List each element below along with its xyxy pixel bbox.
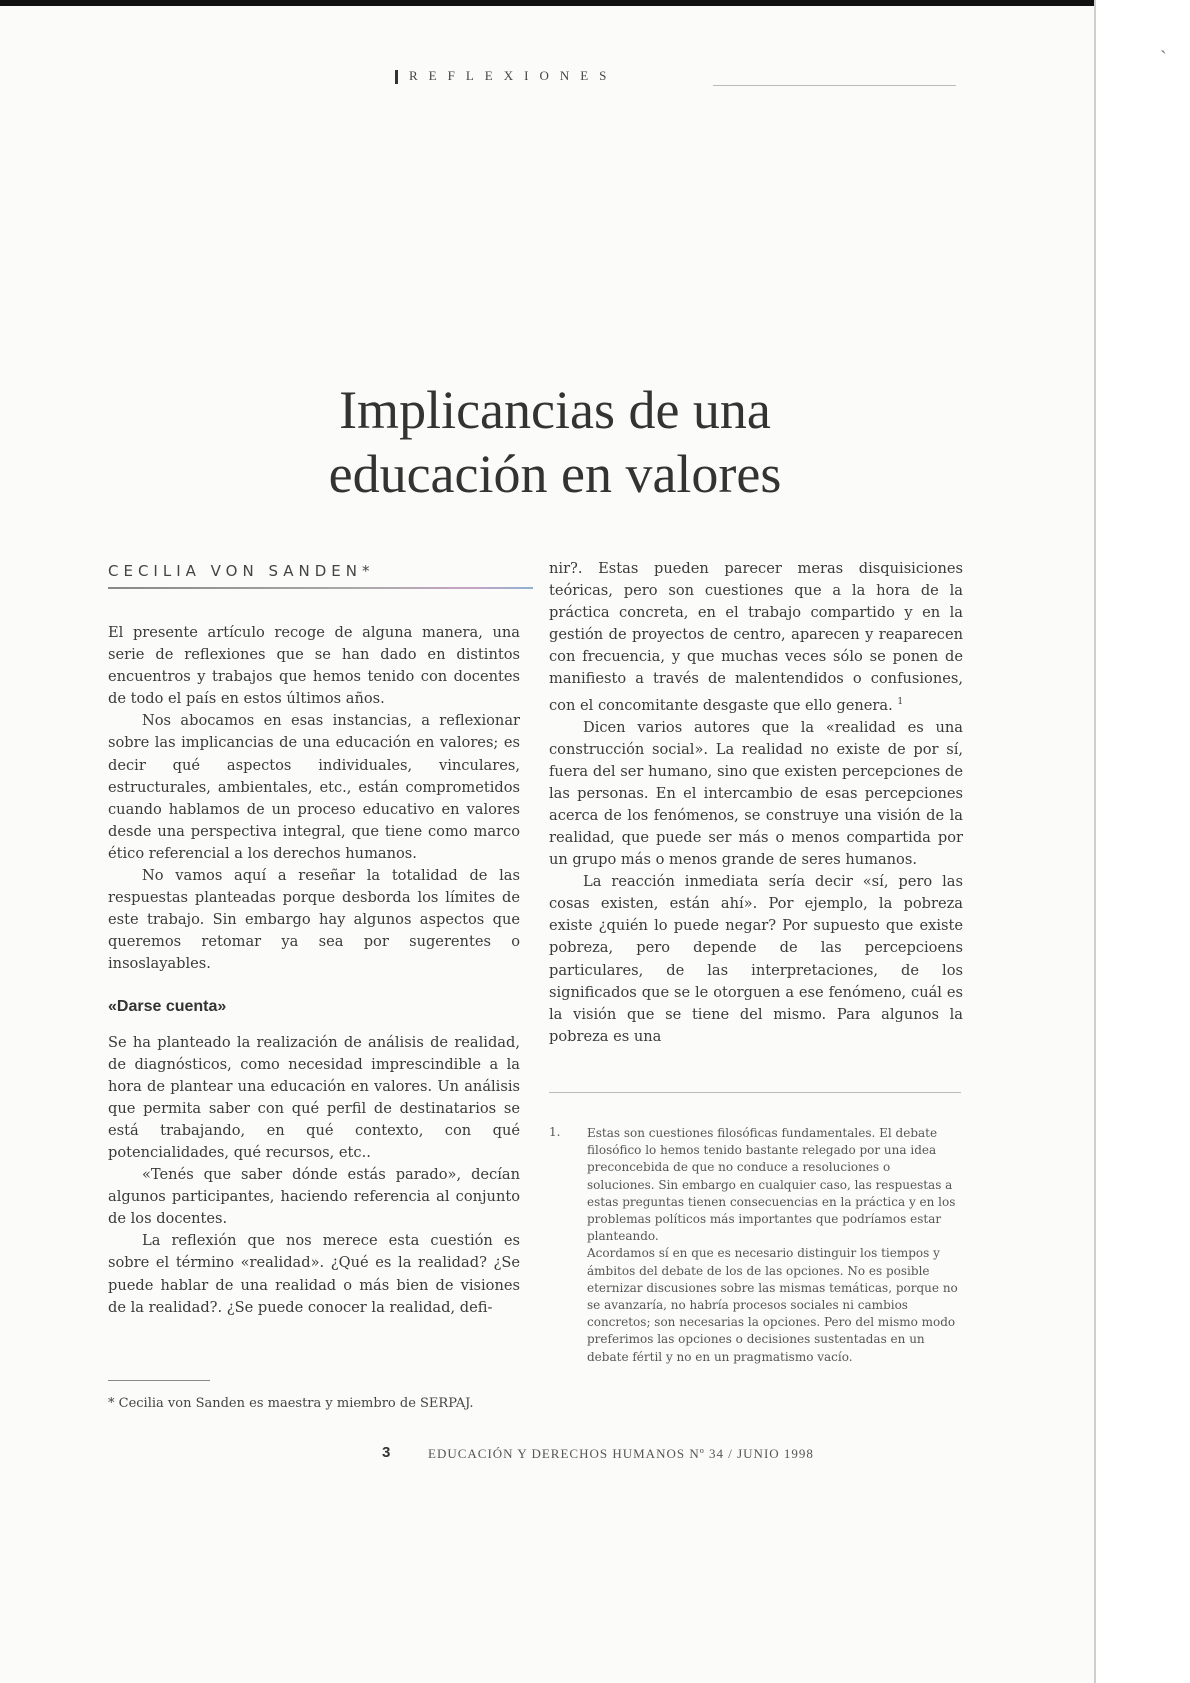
article-title <box>250 378 860 506</box>
author-note-rule <box>108 1380 210 1381</box>
author-rule <box>108 587 533 589</box>
section-bar <box>395 70 398 84</box>
section-header <box>395 68 960 90</box>
paragraph: Nos abocamos en esas instancias, a reflexionar sobre las implicancias de una educación en valores; es decir qué aspectos individuales, vinculares, estructurales, ambientales, etc., están comprometidos cuando hablamos de un proceso educativo en valores desde una perspectiva integral, que tiene como marco ético referencial a los derechos humanos. <box>108 712 520 862</box>
subheading: «Darse cuenta» <box>108 997 227 1015</box>
paragraph-text: nir?. Estas pueden parecer meras disquisiciones teóricas, pero son cuestiones que a la hora de la práctica concreta, en el trabajo compartido y en la gestión de proyectos de centro, aparecen y reaparecen con frecuencia, y que muchas veces sólo se ponen de manifiesto a través de malentendidos o confusiones, con el concomitante desgaste que ello genera. <box>549 560 963 714</box>
scan-mark: ˎ <box>1160 30 1167 54</box>
paragraph <box>549 558 963 717</box>
page-number: 3 <box>382 1444 391 1461</box>
right-column <box>549 558 963 1048</box>
title-line-1: Implicancias de una <box>339 380 771 440</box>
footnote-1 <box>549 1125 961 1366</box>
section-rule <box>713 85 956 86</box>
paragraph: Dicen varios autores que la «realidad es una construcción social». La realidad no existe de por sí, fuera del ser humano, sino que existen percepciones de las personas. En el intercambio de esas percepciones acerca de los fenómenos, se construye una visión de la realidad, que puede ser más o menos compartida por un grupo más o menos grande de seres humanos. <box>549 718 963 869</box>
scan-top-edge <box>0 0 1094 6</box>
author-footnote: * Cecilia von Sanden es maestra y miembro de SERPAJ. <box>108 1396 474 1411</box>
section-label: REFLEXIONES <box>409 68 618 83</box>
paragraph: El presente artículo recoge de alguna manera, una serie de reflexiones que se han dado en distintos encuentros y trabajos que hemos tenido con docentes de todo el país en estos últimos años. <box>108 624 520 708</box>
paragraph: La reacción inmediata sería decir «sí, pero las cosas existen, están ahí». Por ejemplo, la pobreza existe ¿quién lo puede negar? Por supuesto que existe pobreza, pero depende de las percepcioens particulares, de las interpretaciones, de los significados que se le otorguen a ese fenómeno, cuál es la visión que se tiene del mismo. Para algunos la pobreza es una <box>549 873 963 1045</box>
footnote-rule <box>549 1092 961 1093</box>
journal-footer: EDUCACIÓN Y DERECHOS HUMANOS Nº 34 / JUNIO 1998 <box>428 1446 814 1461</box>
footnote-reference: 1 <box>897 696 904 707</box>
paragraph: La reflexión que nos merece esta cuestión es sobre el término «realidad». ¿Qué es la realidad? ¿Se puede hablar de una realidad o más bien de visiones de la realidad?. ¿Se puede conocer la realidad, defi- <box>108 1232 520 1316</box>
title-line-2: educación en valores <box>328 444 782 504</box>
paragraph: No vamos aquí a reseñar la totalidad de las respuestas planteadas porque desborda los límites de este trabajo. Sin embargo hay algunos aspectos que queremos retomar ya sea por sugerentes o insoslayables. <box>108 867 520 973</box>
left-column <box>108 622 520 1319</box>
paragraph: Se ha planteado la realización de análisis de realidad, de diagnósticos, como necesidad imprescindible a la hora de plantear una educación en valores. Un análisis que permita saber con qué perfil de destinatarios se está trabajando, en qué contexto, con qué potencialidades, qué recursos, etc.. <box>108 1033 520 1161</box>
footnote-number: 1. <box>549 1125 561 1139</box>
footnote-text: Estas son cuestiones filosóficas fundamentales. El debate filosófico lo hemos tenido bastante relegado por una idea preconcebida de que no conduce a resoluciones o soluciones. Sin embargo en cualquier caso, las respuestas a estas preguntas tienen consecuencias en la práctica y en los problemas políticos más importantes que podríamos estar planteando. <box>587 1126 956 1244</box>
author-name: CECILIA VON SANDEN* <box>108 562 375 580</box>
paragraph: «Tenés que saber dónde estás parado», decían algunos participantes, haciendo referencia al conjunto de los docentes. <box>108 1166 520 1228</box>
footnote-text: Acordamos sí en que es necesario distinguir los tiempos y ámbitos del debate de los de las opciones. No es posible eternizar discusiones sobre las mismas temáticas, porque no se avanzaría, no habría procesos sociales ni cambios concretos; son necesarias la opciones. Pero del mismo modo preferimos las opciones o decisiones sustentadas en un debate fértil y no en un pragmatismo vacío. <box>587 1246 958 1364</box>
